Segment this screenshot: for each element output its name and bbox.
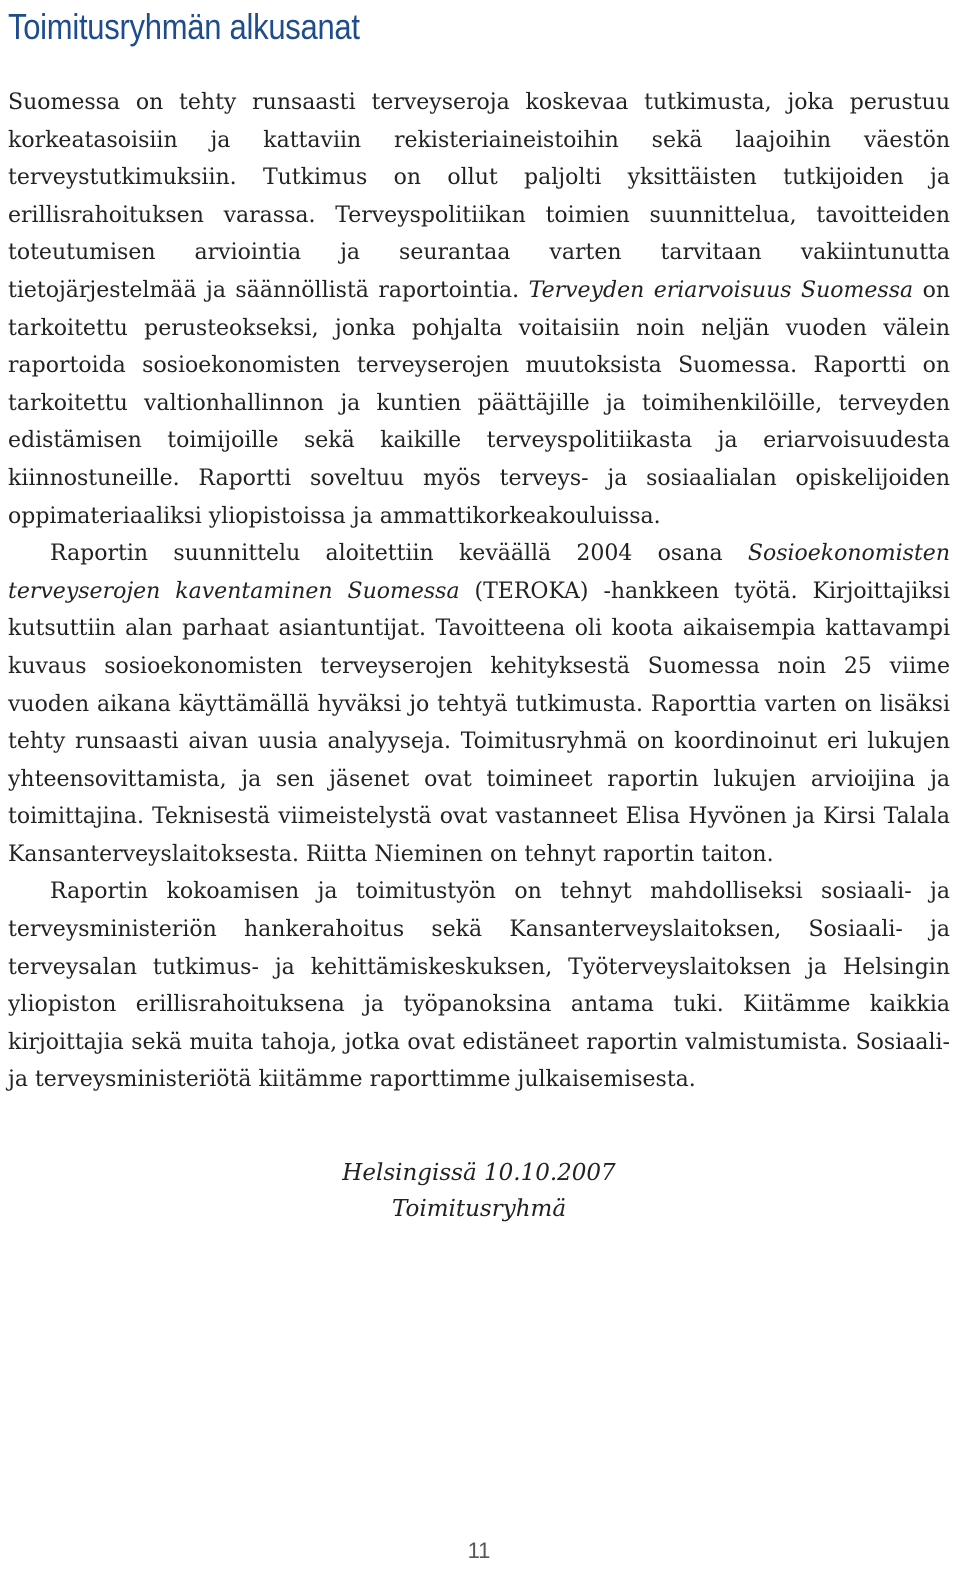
paragraph-1-italic-title: Terveyden eriarvoisuus Suomessa: [528, 277, 914, 303]
paragraph-1-text-b: on tarkoitettu perusteokseksi, jonka pohjalta voitaisiin noin neljän vuoden välein raportoida sosioekonomisten terveyserojen muutoksista Suomessa. Raportti on tarkoitettu valtionhallinnon ja kuntien päättäjille ja toimihenkilöille, terveyden edistämisen toimijoille sekä kaikille terveyspolitiikasta ja eriarvoisuudesta kiinnostuneille. Raportti soveltuu myös terveys- ja sosiaalialan opiskelijoiden oppimateriaaliksi yliopistoissa ja ammattikorkeakouluissa.: [8, 277, 950, 529]
body-text: [8, 84, 950, 1099]
paragraph-3-text: Raportin kokoamisen ja toimitustyön on tehnyt mahdolliseksi sosiaali- ja terveysministeriön hankerahoitus sekä Kansanterveyslaitoksen, Sosiaali- ja terveysalan tutkimus- ja kehittämiskeskuksen, Työterveyslaitoksen ja Helsingin yliopiston erillisrahoituksena ja työpanoksina antama tuki. Kiitämme kaikkia kirjoittajia sekä muita tahoja, jotka ovat edistäneet raportin valmistumista. Sosiaali- ja terveysministeriötä kiitämme raporttimme julkaisemisesta.: [8, 879, 950, 1093]
paragraph-2-italic-project: Sosioekonomisten terveyserojen kaventaminen Suomessa: [8, 541, 950, 604]
signature-block: [8, 1155, 950, 1227]
paragraph-2-text-a: Raportin suunnittelu aloitettiin keväällä 2004 osana: [50, 541, 748, 567]
paragraph-2-text-b: (TEROKA) -hankkeen työtä. Kirjoittajiksi kutsuttiin alan parhaat asiantuntijat. Tavoitteena oli koota aikaisempia kattavampi kuvaus sosioekonomisten terveyserojen kehityksestä Suomessa noin 25 viime vuoden aikana käyttämällä hyväksi jo tehtyä tutkimusta. Raporttia varten on lisäksi tehty runsaasti aivan uusia analyyseja. Toimitusryhmä on koordinoinut eri lukujen yhteensovittamista, ja sen jäsenet ovat toimineet raportin lukujen arvioijina ja toimittajina. Teknisestä viimeistelystä ovat vastanneet Elisa Hyvönen ja Kirsi Talala Kansanterveyslaitoksesta. Riitta Nieminen on tehnyt raportin taiton.: [8, 578, 950, 867]
paragraph-1-text-a: Suomessa on tehty runsaasti terveyseroja koskevaa tutkimusta, joka perustuu korkeatasoisiin ja kattaviin rekisteriaineistoihin sekä laajoihin väestön terveystutkimuksiin. Tutkimus on ollut paljolti yksittäisten tutkijoiden ja erillisrahoituksen varassa. Terveyspolitiikan toimien suunnittelua, tavoitteiden toteutumisen arviointia ja seurantaa varten tarvitaan vakiintunutta tietojärjestelmää ja säännöllistä raportointia.: [8, 90, 950, 303]
signature-signer: Toimitusryhmä: [391, 1196, 567, 1222]
paragraph-1: [8, 84, 950, 535]
signature-place-date: Helsingissä 10.10.2007: [342, 1160, 616, 1186]
page-number: 11: [467, 1538, 491, 1563]
paragraph-2: [8, 535, 950, 873]
page-title: Toimitusryhmän alkusanat: [8, 6, 360, 47]
paragraph-3: [8, 873, 950, 1099]
